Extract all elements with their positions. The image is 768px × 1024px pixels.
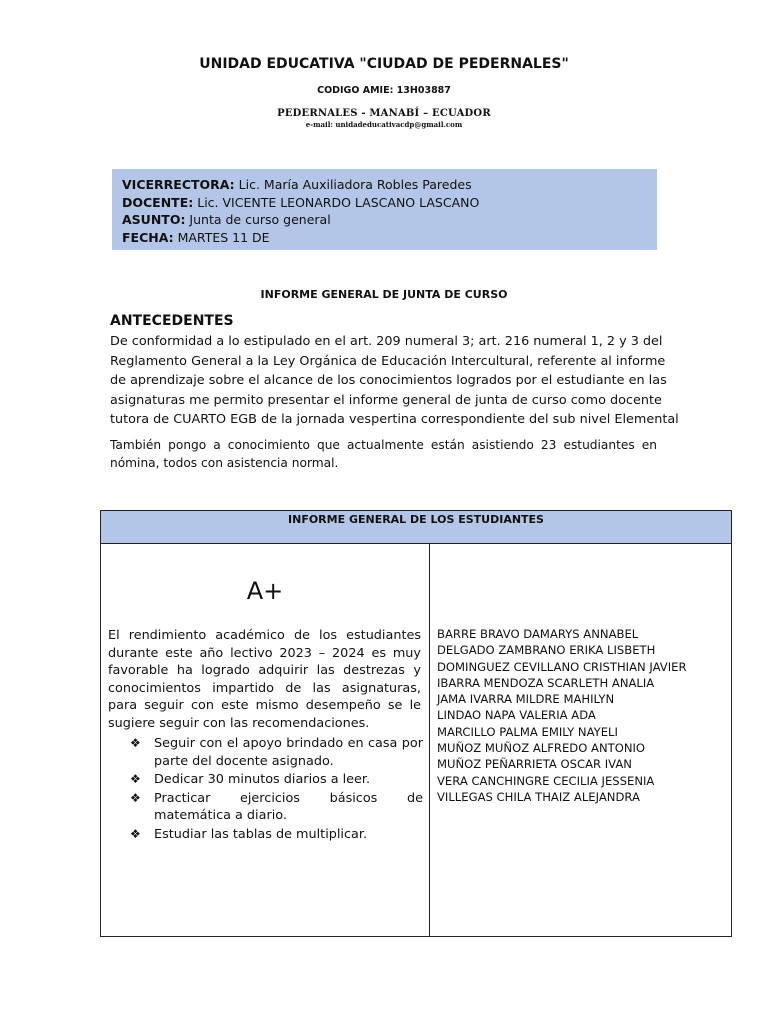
recommendations-list xyxy=(130,735,423,845)
info-label: FECHA: xyxy=(122,229,174,245)
recommendation-text: Seguir con el apoyo brindado en casa por parte del docente asignado. xyxy=(154,736,423,769)
diamond-bullet-icon: ❖ xyxy=(130,736,141,750)
student-name: BARRE BRAVO DAMARYS ANNABEL xyxy=(437,627,639,641)
diamond-bullet-icon: ❖ xyxy=(130,790,141,805)
recommendation-text: Dedicar 30 minutos diarios a leer. xyxy=(154,772,371,788)
performance-text: El rendimiento académico de los estudiantes durante este año lectivo 2023 – 2024 es muy favorable ha logrado adquirir las destrezas y conocimientos impartido de las asignaturas, para seguir con este mismo desempeño se le sugiere seguir con las recomendaciones. xyxy=(108,628,421,731)
diamond-bullet-icon: ❖ xyxy=(130,772,141,787)
location: PEDERNALES - MANABÍ – ECUADOR xyxy=(277,108,491,119)
recommendation-item xyxy=(130,826,423,844)
info-value: Junta de curso general xyxy=(185,212,331,227)
student-name: LINDAO NAPA VALERIA ADA xyxy=(437,708,596,723)
info-row-vicerrectora xyxy=(122,176,647,194)
info-label: ASUNTO: xyxy=(122,212,186,227)
info-row-fecha xyxy=(122,229,647,247)
info-label: VICERRECTORA: xyxy=(122,177,235,192)
info-value: Lic. María Auxiliadora Robles Paredes xyxy=(234,177,472,192)
paragraph-line: Reglamento General a la Ley Orgánica de Educación Intercultural, referente al informe xyxy=(110,353,666,369)
paragraph-line: De conformidad a lo estipulado en el art. 209 numeral 3; art. 216 numeral 1, 2 y 3 del xyxy=(110,334,663,349)
report-title: INFORME GENERAL DE JUNTA DE CURSO xyxy=(260,288,508,301)
grade: A+ xyxy=(246,577,284,605)
student-name: MUÑOZ PEÑARRIETA OSCAR IVAN xyxy=(437,757,632,772)
recommendation-item xyxy=(130,771,423,789)
info-value: MARTES 11 DE xyxy=(173,229,270,245)
student-name: JAMA IVARRA MILDRE MAHILYN xyxy=(437,692,615,707)
recommendation-text: Estudiar las tablas de multiplicar. xyxy=(154,826,368,842)
table-header: INFORME GENERAL DE LOS ESTUDIANTES xyxy=(101,511,731,544)
attendance-paragraph: También pongo a conocimiento que actualmente están asistiendo 23 estudiantes en nómina, todos con asistencia normal. xyxy=(110,438,657,470)
amie-code: CODIGO AMIE: 13H03887 xyxy=(317,85,451,96)
student-name: DOMINGUEZ CEVILLANO CRISTHIAN JAVIER xyxy=(437,659,687,674)
antecedentes-paragraph xyxy=(110,332,679,430)
info-value: Lic. VICENTE LEONARDO LASCANO LASCANO xyxy=(193,194,480,210)
paragraph-line: tutora de CUARTO EGB de la jornada vespertina correspondiente del sub nivel Elemental xyxy=(110,412,679,427)
paragraph-line: asignaturas me permito presentar el informe general de junta de curso como docente xyxy=(110,392,662,408)
student-name: VILLEGAS CHILA THAIZ ALEJANDRA xyxy=(437,789,640,804)
info-row-docente xyxy=(122,194,647,212)
student-name: MUÑOZ MUÑOZ ALFREDO ANTONIO xyxy=(437,741,646,756)
student-name: IBARRA MENDOZA SCARLETH ANALIA xyxy=(437,675,655,690)
column-divider xyxy=(429,544,430,936)
info-row-asunto xyxy=(122,211,647,229)
student-name: VERA CANCHINGRE CECILIA JESSENIA xyxy=(437,773,655,788)
school-name: UNIDAD EDUCATIVA "CIUDAD DE PEDERNALES" xyxy=(199,56,569,72)
student-name: MARCILLO PALMA EMILY NAYELI xyxy=(437,724,618,739)
student-name: DELGADO ZAMBRANO ERIKA LISBETH xyxy=(437,643,656,658)
email: e-mail: unidadeducativacdp@gmail.com xyxy=(305,120,463,129)
student-report-table xyxy=(100,510,732,937)
recommendation-item xyxy=(130,790,423,825)
paragraph-line: de aprendizaje sobre el alcance de los conocimientos logrados por el estudiante en las xyxy=(110,373,667,388)
info-label: DOCENTE: xyxy=(122,194,194,210)
student-list xyxy=(437,626,727,805)
diamond-bullet-icon: ❖ xyxy=(130,826,141,841)
recommendation-item xyxy=(130,735,423,770)
recommendation-text: Practicar ejercicios básicos de matemática a diario. xyxy=(154,790,423,824)
info-box xyxy=(112,169,657,250)
antecedentes-heading: ANTECEDENTES xyxy=(110,313,234,329)
